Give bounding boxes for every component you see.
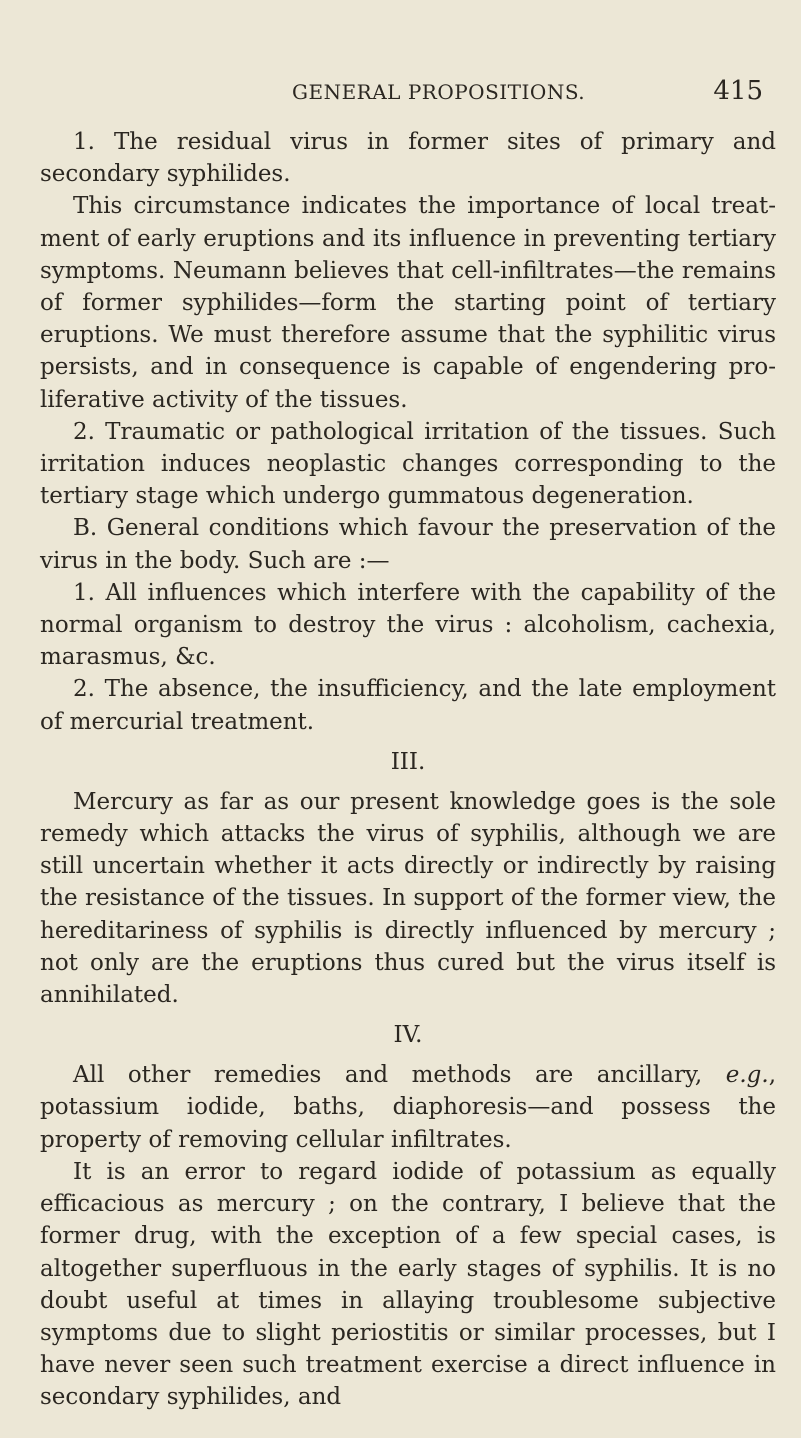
- paragraph: [40, 1059, 776, 1156]
- paragraph: Mercury as far as our present knowledge goes is the sole remedy which attacks the virus of syphilis, although we are still uncertain whether it acts directly or indirectly by raising the resistance of the tissues. In support of the former view, the hereditariness of syphilis is directly influenced by mercury ; not only are the eruptions thus cured but the virus itself is annihilated.: [40, 788, 776, 1009]
- paragraph: This circumstance indicates the importance of local treatment of early eruptions and its influence in preventing tertiary symptoms. Neumann believes that cell-infiltrates—the remains of former syphilides—form the starting point of tertiary eruptions. We must therefore assume that the syphilitic virus persists, and in consequence is capable of engendering proliferative activity of the tissues.: [40, 193, 776, 413]
- paragraph: 1. All influences which interfere with the capability of the normal organism to destroy the virus : alcoholism, cachexia, marasmus, &c.: [40, 579, 776, 671]
- section-heading-iii: III.: [390, 748, 426, 775]
- text-span: All other remedies and methods are ancillary,: [73, 1062, 726, 1089]
- paragraph: 2. Traumatic or pathological irritation of the tissues. Such irritation induces neoplastic changes corresponding to the tertiary stage which undergo gummatous degeneration.: [40, 418, 776, 510]
- section-heading-iv: IV.: [393, 1022, 423, 1049]
- body-text: [40, 126, 776, 1414]
- italic-eg: e.g.: [725, 1062, 769, 1089]
- page-header: [0, 78, 801, 108]
- paragraph: It is an error to regard iodide of potassium as equally efficacious as mercury ; on the contrary, I believe that the former drug, with the exception of a few special cases, is altogether superfluous in the early stages of syphilis. It is no doubt useful at times in allaying troublesome subjective symptoms due to slight periostitis or similar processes, but I have never seen such treatment exercise a direct influence in secondary syphilides, and: [40, 1158, 776, 1411]
- text-span: , potassium iodide, baths, diaphoresis—and possess the property of removing cellular infiltrates.: [40, 1062, 776, 1153]
- running-head: GENERAL PROPOSITIONS.: [292, 80, 586, 104]
- paragraph: B. General conditions which favour the preservation of the virus in the body. Such are :—: [40, 515, 776, 574]
- paragraph: 2. The absence, the insufficiency, and the late employment of mercurial treatment.: [40, 676, 776, 735]
- paragraph: 1. The residual virus in former sites of primary and secondary syphilides.: [40, 129, 776, 188]
- page-number: 415: [713, 76, 763, 106]
